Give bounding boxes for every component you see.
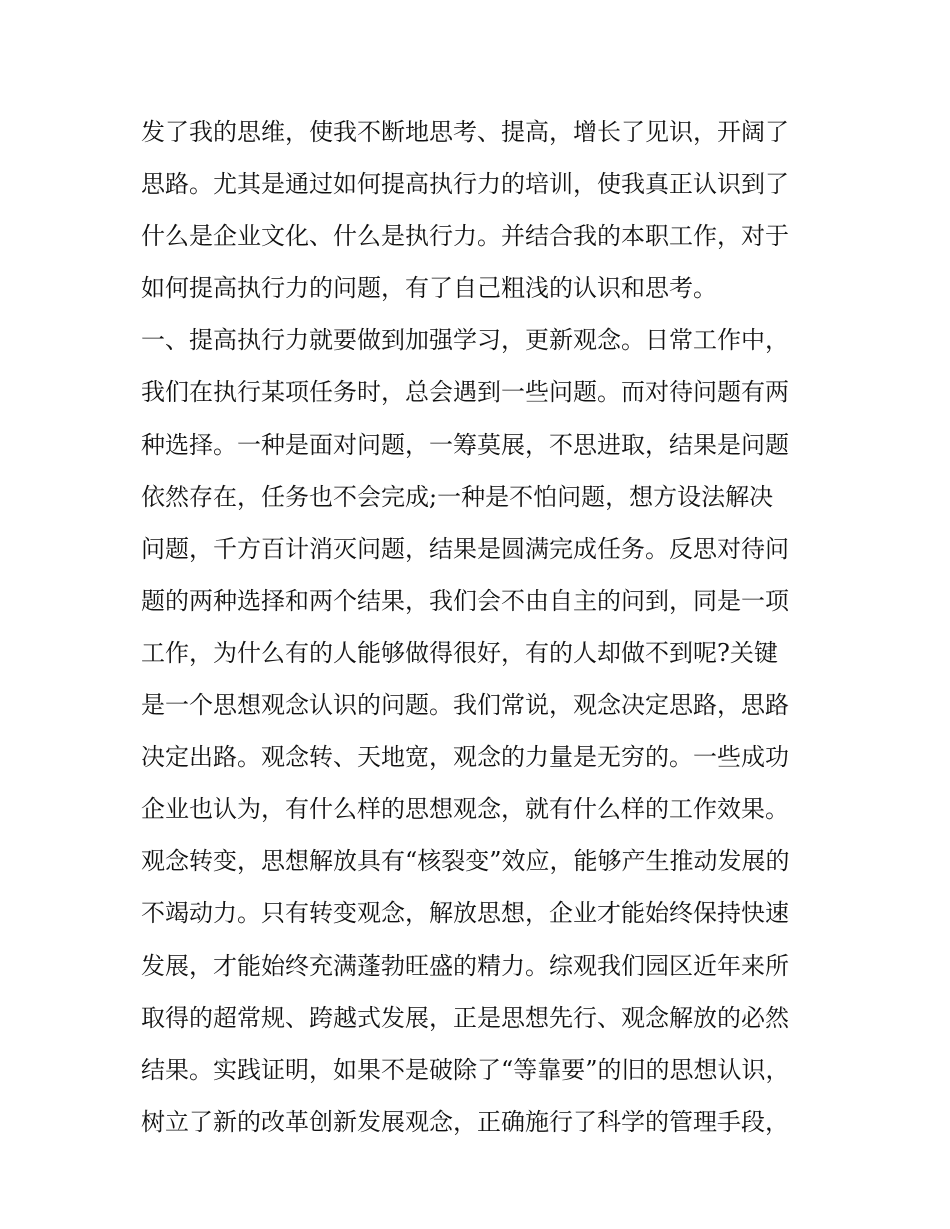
text-line: 发展，才能始终充满蓬勃旺盛的精力。综观我们园区近年来所 — [141, 951, 789, 980]
text-line: 如何提高执行力的问题，有了自己粗浅的认识和思考。 — [141, 274, 717, 303]
text-line: 树立了新的改革创新发展观念，正确施行了科学的管理手段， — [141, 1107, 789, 1136]
text-line: 结果。实践证明，如果不是破除了“等靠要”的旧的思想认识， — [141, 1055, 790, 1084]
section-heading-line: 一、提高执行力就要做到加强学习，更新观念。日常工作中， — [141, 326, 789, 355]
text-line: 什么是企业文化、什么是执行力。并结合我的本职工作，对于 — [141, 222, 789, 251]
text-line: 我们在执行某项任务时，总会遇到一些问题。而对待问题有两 — [141, 378, 789, 407]
text-line: 观念转变，思想解放具有“核裂变”效应，能够产生推动发展的 — [141, 847, 790, 876]
text-line: 决定出路。观念转、天地宽，观念的力量是无穷的。一些成功 — [141, 743, 789, 772]
text-line: 工作，为什么有的人能够做得很好，有的人却做不到呢?关键 — [141, 638, 778, 667]
text-line: 不竭动力。只有转变观念，解放思想，企业才能始终保持快速 — [141, 899, 789, 928]
body-text — [141, 106, 821, 1148]
text-line: 取得的超常规、跨越式发展，正是思想先行、观念解放的必然 — [141, 1003, 789, 1032]
text-line: 依然存在，任务也不会完成;一种是不怕问题，想方设法解决 — [141, 482, 774, 511]
text-line: 题的两种选择和两个结果，我们会不由自主的问到，同是一项 — [141, 586, 789, 615]
text-line: 问题，千方百计消灭问题，结果是圆满完成任务。反思对待问 — [141, 534, 789, 563]
text-line: 思路。尤其是通过如何提高执行力的培训，使我真正认识到了 — [141, 170, 789, 199]
text-line: 是一个思想观念认识的问题。我们常说，观念决定思路，思路 — [141, 691, 789, 720]
text-line: 企业也认为，有什么样的思想观念，就有什么样的工作效果。 — [141, 795, 789, 824]
text-line: 种选择。一种是面对问题，一筹莫展，不思进取，结果是问题 — [141, 430, 789, 459]
text-line: 发了我的思维，使我不断地思考、提高，增长了见识，开阔了 — [141, 118, 789, 146]
